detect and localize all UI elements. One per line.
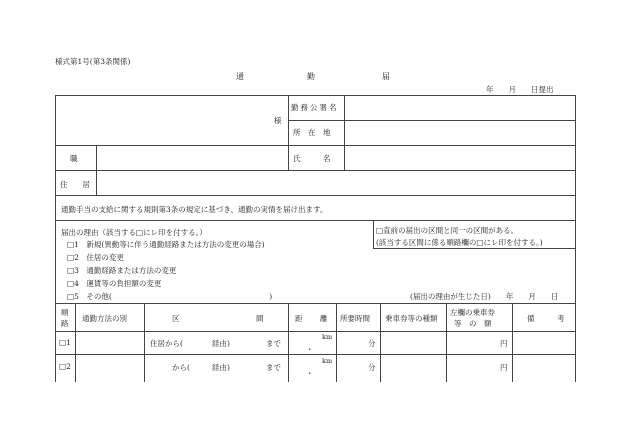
occurrence-date: (届出の理由が生じた日) 年 月 日 [410, 292, 559, 301]
route-checkbox-2[interactable]: □2 [59, 362, 71, 371]
header-distance-1: 距 [295, 314, 303, 323]
row1-yen: 円 [500, 339, 508, 348]
reason-item-5[interactable]: □5 その他( ) [67, 292, 273, 301]
reasons-header: 届出の理由（該当する□にレ印を付する。） [61, 228, 207, 237]
header-method: 通勤方法の別 [82, 314, 127, 323]
employer-label: 勤務公署名 [291, 103, 339, 112]
row1-min: 分 [368, 339, 376, 348]
title-char-1: 通 [236, 72, 244, 81]
header-time: 所要時間 [340, 314, 370, 323]
row2-yen: 円 [500, 363, 508, 372]
location-label: 所 在 地 [293, 128, 331, 137]
title-char-3: 届 [382, 72, 390, 81]
header-fare-2: 等 の 額 [454, 319, 492, 328]
header-route-1: 順 [61, 308, 69, 317]
row2-to: まで [266, 363, 281, 372]
row1-dot: ・ [306, 345, 314, 354]
reason-item-1[interactable]: □1 新規(異動等に伴う通勤経路または方法の変更の場合) [67, 240, 265, 249]
same-route-checkbox[interactable]: □直前の届出の区間と同一の区間がある。 [376, 226, 519, 235]
row2-via: 経由) [212, 363, 230, 372]
header-remarks: 備 考 [527, 314, 565, 323]
row1-from: 住居から( [150, 339, 183, 348]
row2-from: から( [172, 363, 190, 372]
same-route-note: (該当する区間に係る順路欄の□にレ印を付する。) [376, 238, 543, 247]
declaration-text: 通勤手当の支給に関する規則第3条の規定に基づき、通勤の実情を届け出ます。 [61, 205, 328, 214]
route-checkbox-1[interactable]: □1 [59, 338, 71, 347]
row1-km: km [322, 333, 333, 341]
row2-min: 分 [368, 363, 376, 372]
position-label: 職 [70, 154, 78, 163]
address-label: 住 居 [60, 180, 90, 189]
header-distance-2: 離 [320, 314, 328, 323]
form-number: 様式第1号(第3条関係) [55, 57, 131, 66]
addressee-sama: 様 [274, 116, 282, 125]
reason-item-2[interactable]: □2 住居の変更 [67, 253, 124, 262]
row1-to: まで [266, 339, 281, 348]
row1-via: 経由) [212, 339, 230, 348]
row2-km: km [322, 357, 333, 365]
header-section-1: 区 [172, 314, 180, 323]
header-route-2: 路 [61, 319, 69, 328]
reason-item-3[interactable]: □3 通勤経路または方法の変更 [67, 266, 177, 275]
header-ticket-type: 乗車券等の種類 [385, 314, 438, 323]
header-fare-1: 左欄の乗車券 [450, 308, 495, 317]
name-label: 氏 名 [293, 154, 331, 163]
reason-item-4[interactable]: □4 運賃等の負担額の変更 [67, 279, 162, 288]
header-section-2: 間 [256, 314, 264, 323]
row2-dot: ・ [306, 369, 314, 378]
submission-date: 年 月 日提出 [486, 85, 554, 94]
title-char-2: 勤 [307, 72, 315, 81]
